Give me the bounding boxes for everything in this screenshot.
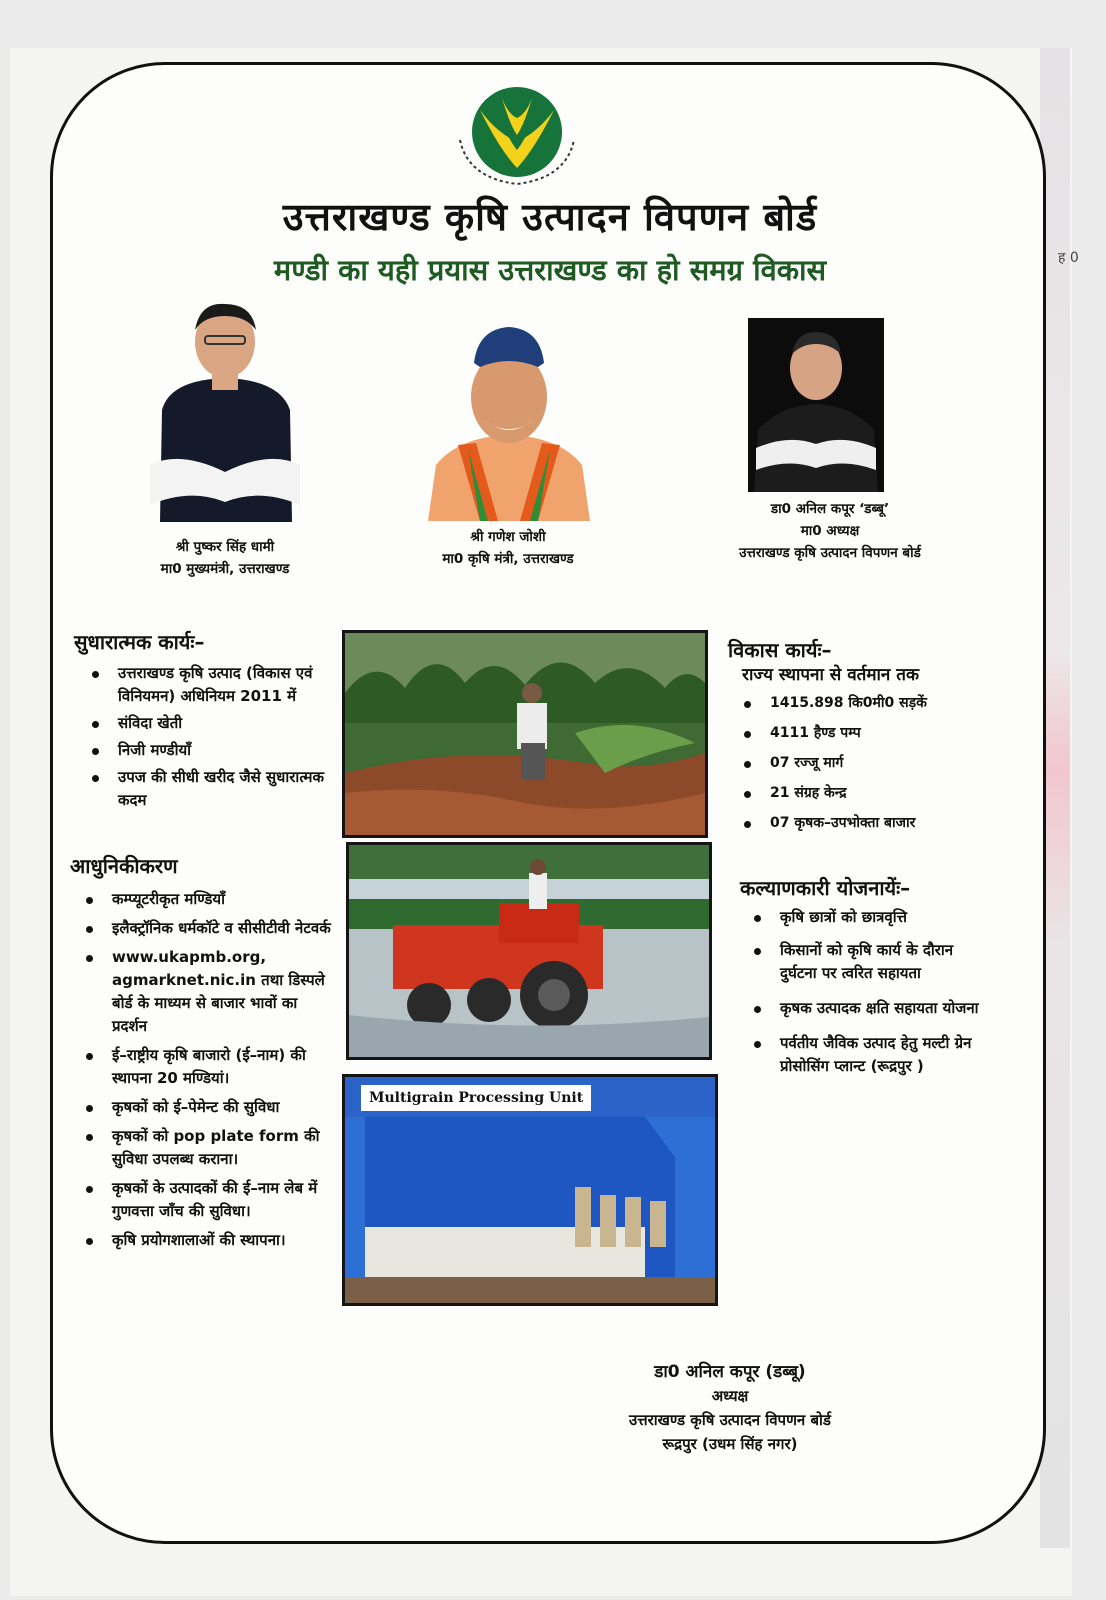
- chairman-caption: [700, 498, 960, 564]
- agriculture-minister-photo: [428, 325, 590, 521]
- list-item: 21 संग्रह केन्द्र: [732, 782, 992, 805]
- list-item: संविदा खेती: [80, 712, 330, 735]
- list-item: पर्वतीय जैविक उत्पाद हेतु मल्टी ग्रेन प्रोसोसिंग प्लान्ट (रूद्रपुर ): [742, 1032, 982, 1078]
- list-item: इलैक्ट्रॉनिक धर्मकॉटे व सीसीटीवी नेटवर्क: [74, 917, 336, 940]
- list-item: www.ukapmb.org, agmarknet.nic.in तथा डिस्पले बोर्ड के माध्यम से बाजार भावों का प्रदर्शन: [74, 946, 336, 1038]
- farm-tiller-illustration: [345, 633, 705, 835]
- welfare-list: [742, 906, 982, 1078]
- list-item: कृषकों को pop plate form की सुविधा उपलब्ध कराना।: [74, 1125, 336, 1171]
- development-list: [732, 692, 992, 835]
- list-item: 1415.898 कि0मी0 सड़कें: [732, 692, 992, 715]
- signatory-place: रूद्रपुर (उधम सिंह नगर): [662, 1435, 798, 1453]
- list-item: कृषकों को ई–पेमेन्ट की सुविधा: [74, 1096, 336, 1119]
- list-item: 07 कृषक–उपभोक्ता बाजार: [732, 812, 992, 835]
- reforms-list: [80, 662, 330, 812]
- signatory-org: उत्तराखण्ड कृषि उत्पादन विपणन बोर्ड: [629, 1411, 831, 1429]
- chairman-photo: [748, 318, 884, 492]
- page-title: उत्तराखण्ड कृषि उत्पादन विपणन बोर्ड: [282, 195, 818, 239]
- modernization-heading: आधुनिकीकरण: [70, 854, 178, 878]
- person-name: श्री पुष्कर सिंह धामी: [175, 539, 275, 555]
- board-logo: [450, 80, 584, 190]
- chief-minister-photo: [150, 300, 300, 522]
- processing-unit-label: Multigrain Processing Unit: [361, 1085, 591, 1111]
- person-role: मा0 मुख्यमंत्री, उत्तराखण्ड: [160, 561, 290, 577]
- list-item: कृषि छात्रों को छात्रवृत्ति: [742, 906, 982, 929]
- reforms-heading: सुधारात्मक कार्यः–: [74, 630, 205, 654]
- list-item: कम्प्यूटरीकृत मण्डियाँ: [74, 888, 336, 911]
- person-org: उत्तराखण्ड कृषि उत्पादन विपणन बोर्ड: [739, 545, 921, 561]
- development-heading: विकास कार्यः–: [728, 638, 832, 662]
- modernization-list: [74, 888, 336, 1252]
- list-item: कृषकों के उत्पादकों की ई–नाम लेब में गुणवत्ता जाँच की सुविधा।: [74, 1177, 336, 1223]
- slogan: मण्डी का यही प्रयास उत्तराखण्ड का हो समग्र विकास: [273, 253, 827, 287]
- list-item: ई–राष्ट्रीय कृषि बाजारो (ई–नाम) की स्थापना 20 मण्डियां।: [74, 1044, 336, 1090]
- agriculture-minister-caption: [398, 526, 618, 570]
- person-name: डा0 अनिल कपूर ‘डब्बू’: [770, 501, 890, 517]
- chief-minister-caption: [120, 536, 330, 580]
- person-role: मा0 कृषि मंत्री, उत्तराखण्ड: [442, 551, 574, 567]
- list-item: निजी मण्डीयाँ: [80, 739, 330, 762]
- signatory-name: डा0 अनिल कपूर (डब्बू): [654, 1362, 806, 1382]
- person-role: मा0 अध्यक्ष: [800, 523, 860, 539]
- signature-block: [560, 1360, 900, 1456]
- tractor-paddy-illustration: [349, 845, 709, 1057]
- development-subheading: राज्य स्थापना से वर्तमान तक: [742, 665, 920, 685]
- list-item: 4111 हैण्ड पम्प: [732, 722, 992, 745]
- list-item: उपज की सीधी खरीद जैसे सुधारात्मक कदम: [80, 766, 330, 812]
- list-item: उत्तराखण्ड कृषि उत्पाद (विकास एवं विनियमन) अधिनियम 2011 में: [80, 662, 330, 708]
- tractor-paddy-image: [346, 842, 712, 1060]
- list-item: कृषि प्रयोगशालाओं की स्थापना।: [74, 1229, 336, 1252]
- processing-unit-image: [342, 1074, 718, 1306]
- farm-tiller-image: [342, 630, 708, 838]
- signatory-role: अध्यक्ष: [711, 1387, 749, 1405]
- welfare-heading: कल्याणकारी योजनायेंः–: [740, 876, 911, 900]
- edge-glyph: ह 0: [1058, 250, 1079, 266]
- person-name: श्री गणेश जोशी: [470, 529, 546, 545]
- list-item: किसानों को कृषि कार्य के दौरान दुर्घटना पर त्वरित सहायता: [742, 939, 982, 985]
- list-item: कृषक उत्पादक क्षति सहायता योजना: [742, 997, 982, 1020]
- list-item: 07 रज्जू मार्ग: [732, 752, 992, 775]
